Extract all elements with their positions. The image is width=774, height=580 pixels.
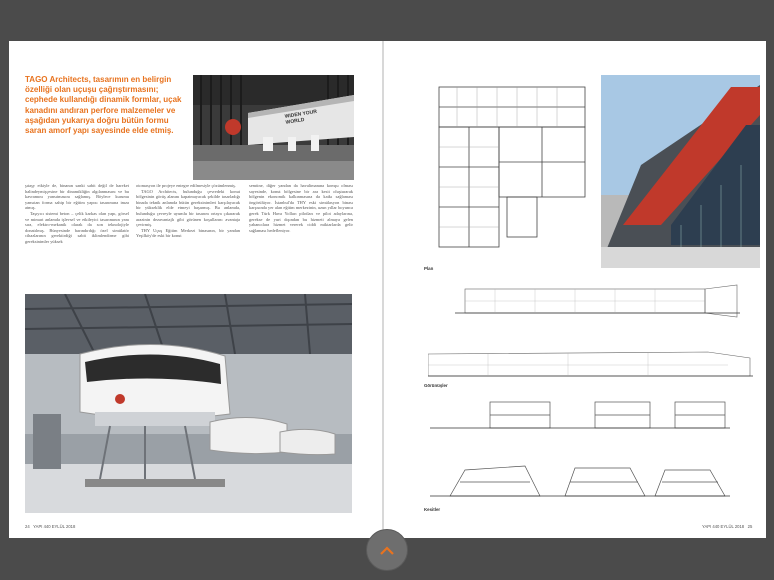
elevation-drawing-1	[455, 283, 740, 319]
building-exterior-photo	[601, 75, 760, 268]
simulator-hall-photo	[25, 294, 352, 513]
folio-right	[702, 524, 752, 529]
paragraph: şıtaşy etkiyle de, binanın sanki sabit değil de hareket halindeymişçesine bir dinamikliğin algılanmasını ve bu kavramını yansıtmasını sağlamış. Böylece kurumu yansıtan forma sahip bir eğitim yapısı tasarımına imza atmış.	[25, 183, 129, 211]
elevations-caption: Görünüşler	[424, 383, 448, 388]
folio-left	[25, 524, 75, 529]
plan-caption: Plan	[424, 266, 434, 271]
scroll-up-button[interactable]	[366, 529, 408, 571]
paragraph: Taşıyıcı sistemi beton – çelik karkas olan yapı, görsel ve mimari anlamda işlevsel ve etkileyici tasarımının yanı sıra, elektro-mekanik olarak da son teknolojiyle donatılmış. Bünyesinde barındırdığı özel simülatör cihazlarının gerektirdiği sabit iklimlendirme gibi gereksinimler yüksek	[25, 210, 129, 244]
sections-caption: Kesitler	[424, 507, 441, 512]
lobby-photo	[193, 75, 354, 180]
chevron-up-icon	[380, 546, 394, 555]
publication-line: YAPI 440 EYLÜL 2018	[33, 524, 76, 529]
pull-quote: TAGO Architects, tasarımın en belirgin özelliği olan uçuşu çağrıştırmasını; cephede kullandığı dinamik formlar, uçak kanadını andıran perfore malzemeler ve aşağıdan yukarıya doğru bütün formu saran amorf yapı sayesinde elde etmiş.	[25, 75, 182, 136]
section-drawing-2	[430, 460, 730, 500]
floor-plan-drawing	[437, 83, 587, 253]
paragraph: otomasyon ile projeye entegre edilmesiyle çözümlenmiş.	[136, 183, 236, 188]
paragraph: THY Uçuş Eğitim Merkezi binasının, bir yandan Yeşilköy'de eski bir konut	[136, 227, 240, 239]
elevation-drawing-2	[428, 350, 753, 378]
section-drawing-1	[430, 398, 730, 432]
paragraph: semtine, diğer yandan da havalimanına komşu olması sayesinde, konut bölgesine bir ara kesit oluşturarak bölgenin ekonomik kalkınmasına da katkı sağlaması öngörülüyor. İstanbul'da THY eski simülasyon binası karşısında yer alan eğitim merkezinin, uzun yıllar boyunca gerek Türk Hava Yolları pilotları ve pilot adaylarına, gerekse de yurt dışından bu hizmeti almaya gelen yabancılara hizmet vererek ciddi miktarlarda gelir sağlaması hedefleniyor.	[249, 183, 353, 233]
body-column-3	[249, 183, 353, 233]
page-number: 24	[25, 524, 30, 529]
body-column-1	[25, 183, 129, 245]
lobby-sign-text: WIDEN YOUR WORLD	[284, 108, 318, 126]
publication-line: YAPI 440 EYLÜL 2018	[702, 524, 745, 529]
page-number: 25	[747, 524, 753, 529]
body-column-2	[136, 183, 240, 239]
paragraph: TAGO Architects, bulunduğu çevredeki konut bölgesinin görüş alanını kapatmayacak şekilde tasarladığı binada teknik anlamda bütün gereksinimleri karşılayacak bir yükseklik elde etmeyi başarmış. Bu anlamda, bulunduğu çevreyle uyumlu bir tasarım ortaya çıkararak arazinin dezavantajlı gibi görünen koşullarını avantaja çevirmiş.	[136, 188, 240, 228]
